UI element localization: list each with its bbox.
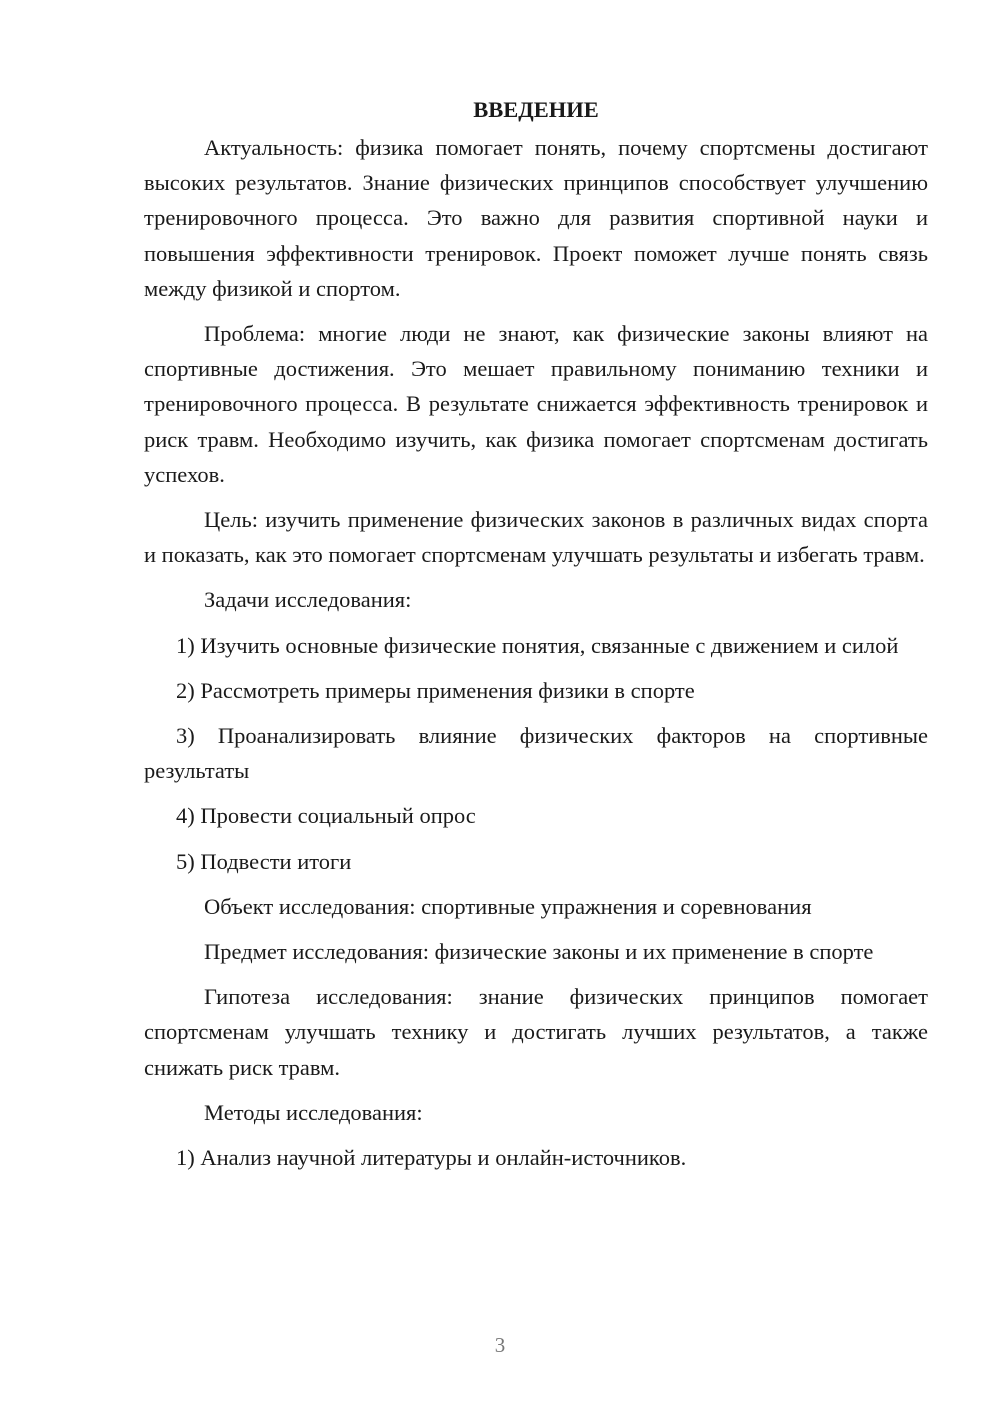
goal-paragraph: Цель: изучить применение физических законов в различных видах спорта и показать, как это помогает спортсменам улучшать результаты и избегать травм.: [144, 507, 928, 568]
methods-heading: Методы исследования:: [204, 1099, 423, 1125]
subject-paragraph: Предмет исследования: физические законы и их применение в спорте: [204, 939, 874, 965]
task-item-5: 5) Подвести итоги: [176, 848, 352, 874]
page-number: 3: [494, 1333, 506, 1357]
method-item-1: 1) Анализ научной литературы и онлайн-источников.: [176, 1145, 687, 1171]
page-content: [144, 95, 928, 1185]
problem-paragraph: Проблема: многие люди не знают, как физические законы влияют на спортивные достижения. Это мешает правильному пониманию техники и тренировочного процесса. В результате снижается эффективность тренировок и риск травм. Необходимо изучить, как физика помогает спортсменам достигать успехов.: [144, 321, 928, 487]
task-item-1: 1) Изучить основные физические понятия, связанные с движением и силой: [176, 632, 899, 658]
task-item-3: 3) Проанализировать влияние физических факторов на спортивные результаты: [144, 723, 928, 784]
task-item-2: 2) Рассмотреть примеры применения физики в спорте: [176, 677, 695, 703]
section-title: ВВЕДЕНИЕ: [473, 97, 599, 122]
tasks-heading: Задачи исследования:: [204, 587, 412, 613]
relevance-paragraph: Актуальность: физика помогает понять, почему спортсмены достигают высоких результатов. Знание физических принципов способствует улучшению тренировочного процесса. Это важно для развития спортивной науки и повышения эффективности тренировок. Проект поможет лучше понять связь между физикой и спортом.: [144, 135, 928, 301]
task-item-4: 4) Провести социальный опрос: [176, 803, 476, 829]
object-paragraph: Объект исследования: спортивные упражнения и соревнования: [204, 893, 812, 919]
hypothesis-paragraph: Гипотеза исследования: знание физических принципов помогает спортсменам улучшать технику и достигать лучших результатов, а также снижать риск травм.: [144, 984, 928, 1080]
